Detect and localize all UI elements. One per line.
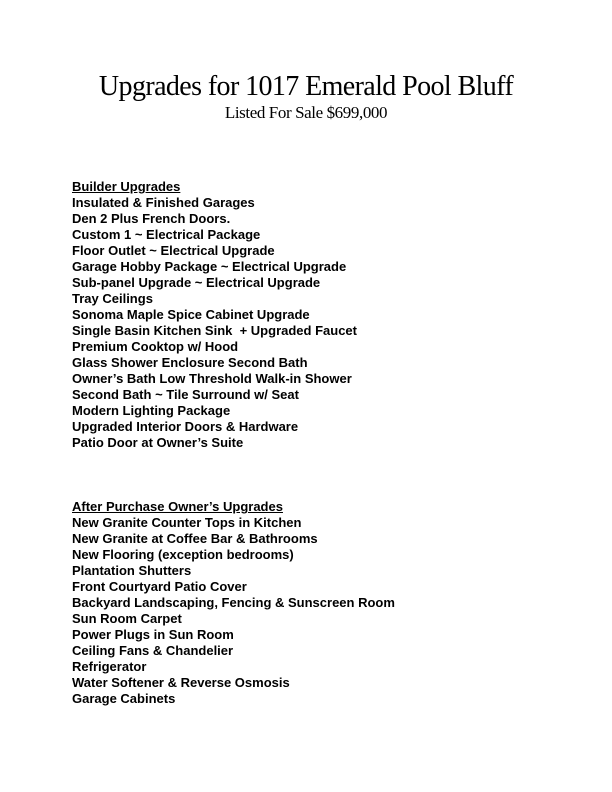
after-purchase-upgrades-list <box>72 515 395 707</box>
list-item: Premium Cooktop w/ Hood <box>72 339 239 354</box>
builder-upgrades-section <box>72 179 357 451</box>
list-item: Modern Lighting Package <box>72 403 231 418</box>
after-purchase-upgrades-section <box>72 499 395 707</box>
list-item: Front Courtyard Patio Cover <box>72 579 247 594</box>
list-item: Owner’s Bath Low Threshold Walk-in Shower <box>72 371 352 386</box>
builder-upgrades-heading: Builder Upgrades <box>72 179 181 194</box>
list-item: Insulated & Finished Garages <box>72 195 255 210</box>
list-item: Patio Door at Owner’s Suite <box>72 435 244 450</box>
list-item: Glass Shower Enclosure Second Bath <box>72 355 308 370</box>
list-item: Second Bath ~ Tile Surround w/ Seat <box>72 387 299 402</box>
list-item: Plantation Shutters <box>72 563 192 578</box>
list-item: Sun Room Carpet <box>72 611 182 626</box>
list-item: Ceiling Fans & Chandelier <box>72 643 234 658</box>
listing-price: Listed For Sale $699,000 <box>224 103 388 122</box>
list-item: Upgraded Interior Doors & Hardware <box>72 419 299 434</box>
list-item: New Granite at Coffee Bar & Bathrooms <box>72 531 318 546</box>
list-item: Tray Ceilings <box>72 291 153 306</box>
list-item: Refrigerator <box>72 659 147 674</box>
list-item: Sub-panel Upgrade ~ Electrical Upgrade <box>72 275 321 290</box>
list-item: Backyard Landscaping, Fencing & Sunscreen Room <box>72 595 395 610</box>
list-item: Single Basin Kitchen Sink + Upgraded Faucet <box>72 323 357 338</box>
list-item: Garage Cabinets <box>72 691 176 706</box>
list-item: Den 2 Plus French Doors. <box>72 211 231 226</box>
list-item: New Granite Counter Tops in Kitchen <box>72 515 302 530</box>
builder-upgrades-list <box>72 195 357 451</box>
list-item: Water Softener & Reverse Osmosis <box>72 675 290 690</box>
page-title: Upgrades for 1017 Emerald Pool Bluff <box>98 71 514 102</box>
list-item: New Flooring (exception bedrooms) <box>72 547 294 562</box>
list-item: Garage Hobby Package ~ Electrical Upgrade <box>72 259 347 274</box>
list-item: Power Plugs in Sun Room <box>72 627 234 642</box>
after-purchase-upgrades-heading: After Purchase Owner’s Upgrades <box>72 499 283 514</box>
list-item: Custom 1 ~ Electrical Package <box>72 227 261 242</box>
list-item: Sonoma Maple Spice Cabinet Upgrade <box>72 307 310 322</box>
list-item: Floor Outlet ~ Electrical Upgrade <box>72 243 275 258</box>
